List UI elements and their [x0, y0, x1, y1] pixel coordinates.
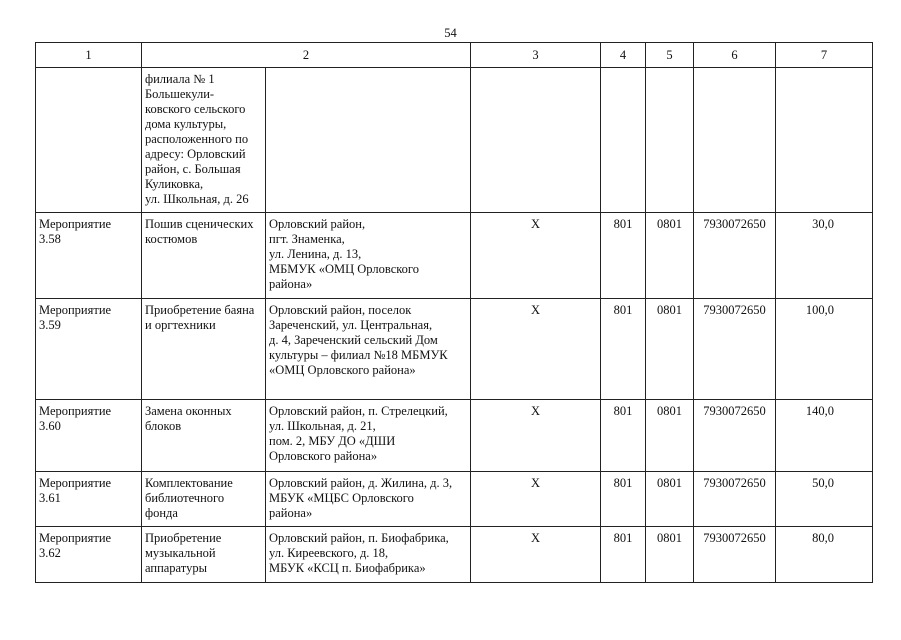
address-cell: Орловский район, пгт. Знаменка, ул. Ленина, д. 13, МБМУК «ОМЦ Орловского района»	[266, 213, 471, 299]
amount-cell: 50,0	[776, 472, 873, 527]
code-cell: 801	[601, 527, 646, 583]
address-cell	[266, 68, 471, 213]
section-cell: 0801	[646, 400, 694, 472]
table-row	[36, 472, 873, 527]
target-code-cell	[694, 68, 776, 213]
header-cell-3: 3	[471, 43, 601, 68]
code-cell: 801	[601, 400, 646, 472]
mark-cell: X	[471, 472, 601, 527]
address-cell: Орловский район, п. Биофабрика, ул. Киреевского, д. 18, МБУК «КСЦ п. Биофабрика»	[266, 527, 471, 583]
section-cell: 0801	[646, 472, 694, 527]
measure-cell: Мероприятие 3.58	[36, 213, 142, 299]
table-header-row	[36, 43, 873, 68]
header-cell-1: 1	[36, 43, 142, 68]
address-cell: Орловский район, поселок Зареченский, ул. Центральная, д. 4, Зареченский сельский Дом культуры – филиал №18 МБМУК «ОМЦ Орловского района»	[266, 299, 471, 400]
address-cell: Орловский район, д. Жилина, д. 3, МБУК «МЦБС Орловского района»	[266, 472, 471, 527]
mark-cell	[471, 68, 601, 213]
table-row	[36, 527, 873, 583]
code-cell: 801	[601, 299, 646, 400]
amount-cell: 30,0	[776, 213, 873, 299]
target-code-cell: 7930072650	[694, 400, 776, 472]
table-row	[36, 213, 873, 299]
code-cell: 801	[601, 213, 646, 299]
name-cell: Приобретение музыкальной аппаратуры	[142, 527, 266, 583]
page-number: 54	[444, 26, 457, 40]
name-cell: филиала № 1 Большекули- ковского сельского дома культуры, расположенного по адресу: Орловский район, с. Большая Куликовка, ул. Школьная, д. 26	[142, 68, 266, 213]
section-cell: 0801	[646, 299, 694, 400]
name-cell: Замена оконных блоков	[142, 400, 266, 472]
target-code-cell: 7930072650	[694, 299, 776, 400]
header-cell-7: 7	[776, 43, 873, 68]
measure-cell: Мероприятие 3.60	[36, 400, 142, 472]
header-cell-6: 6	[694, 43, 776, 68]
amount-cell: 100,0	[776, 299, 873, 400]
document-table	[35, 42, 873, 583]
mark-cell: X	[471, 527, 601, 583]
section-cell: 0801	[646, 213, 694, 299]
target-code-cell: 7930072650	[694, 472, 776, 527]
section-cell	[646, 68, 694, 213]
header-cell-5: 5	[646, 43, 694, 68]
header-cell-2: 2	[142, 43, 471, 68]
measure-cell: Мероприятие 3.59	[36, 299, 142, 400]
amount-cell	[776, 68, 873, 213]
name-cell: Комплектование библиотечного фонда	[142, 472, 266, 527]
section-cell: 0801	[646, 527, 694, 583]
measure-cell: Мероприятие 3.62	[36, 527, 142, 583]
name-cell: Пошив сценических костюмов	[142, 213, 266, 299]
amount-cell: 80,0	[776, 527, 873, 583]
code-cell	[601, 68, 646, 213]
table-row	[36, 68, 873, 213]
mark-cell: X	[471, 213, 601, 299]
header-cell-4: 4	[601, 43, 646, 68]
table-row	[36, 400, 873, 472]
measure-cell: Мероприятие 3.61	[36, 472, 142, 527]
measure-cell	[36, 68, 142, 213]
table-row	[36, 299, 873, 400]
code-cell: 801	[601, 472, 646, 527]
name-cell: Приобретение баяна и оргтехники	[142, 299, 266, 400]
address-cell: Орловский район, п. Стрелецкий, ул. Школьная, д. 21, пом. 2, МБУ ДО «ДШИ Орловского района»	[266, 400, 471, 472]
target-code-cell: 7930072650	[694, 213, 776, 299]
amount-cell: 140,0	[776, 400, 873, 472]
target-code-cell: 7930072650	[694, 527, 776, 583]
mark-cell: X	[471, 299, 601, 400]
mark-cell: X	[471, 400, 601, 472]
